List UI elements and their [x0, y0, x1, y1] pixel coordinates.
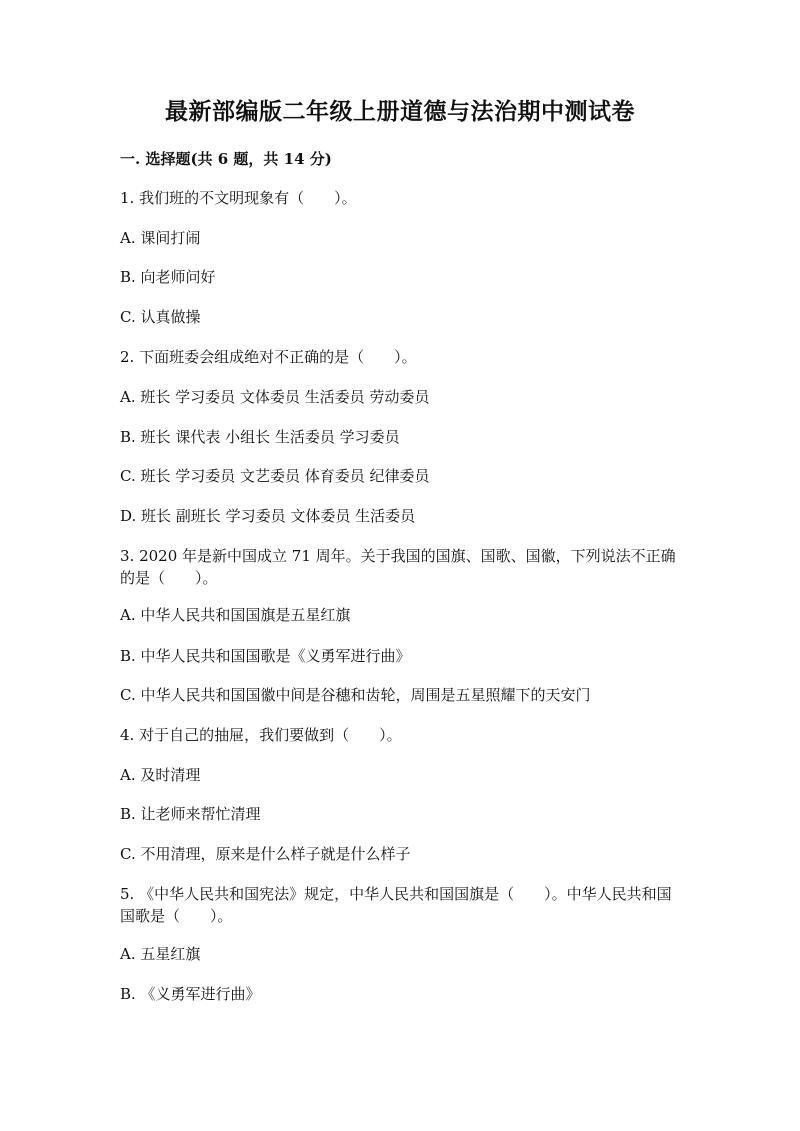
answer-option: A. 课间打闹: [120, 229, 201, 247]
answer-option: B. 中华人民共和国国歌是《义勇军进行曲》: [120, 647, 411, 665]
question-stem: 1. 我们班的不文明现象有（ ）。: [120, 189, 357, 207]
answer-option: A. 中华人民共和国国旗是五星红旗: [120, 606, 351, 624]
answer-option: C. 认真做操: [120, 308, 201, 326]
answer-option: B. 让老师来帮忙清理: [120, 805, 261, 823]
answer-option: B. 向老师问好: [120, 268, 216, 286]
answer-option: A. 及时清理: [120, 766, 201, 784]
question-stem: 3. 2020 年是新中国成立 71 周年。关于我国的国旗、国歌、国徽，下列说法不正确的是（ ）。: [120, 547, 676, 587]
document-title: 最新部编版二年级上册道德与法治期中测试卷: [165, 98, 635, 125]
answer-option: B. 《义勇军进行曲》: [120, 985, 261, 1003]
question-stem: 5. 《中华人民共和国宪法》规定，中华人民共和国国旗是（ ）。中华人民共和国国歌是（ ）。: [120, 885, 672, 925]
answer-option: C. 不用清理，原来是什么样子就是什么样子: [120, 845, 411, 863]
answer-option: B. 班长 课代表 小组长 生活委员 学习委员: [120, 428, 400, 446]
answer-option: A. 五星红旗: [120, 945, 201, 963]
section-heading: 一. 选择题(共 6 题，共 14 分): [120, 150, 332, 168]
answer-option: C. 中华人民共和国国徽中间是谷穗和齿轮，周围是五星照耀下的天安门: [120, 686, 591, 704]
answer-option: C. 班长 学习委员 文艺委员 体育委员 纪律委员: [120, 467, 430, 485]
answer-option: A. 班长 学习委员 文体委员 生活委员 劳动委员: [120, 388, 430, 406]
question-stem: 4. 对于自己的抽屉，我们要做到（ ）。: [120, 726, 402, 744]
answer-option: D. 班长 副班长 学习委员 文体委员 生活委员: [120, 507, 416, 525]
question-stem: 2. 下面班委会组成绝对不正确的是（ ）。: [120, 348, 417, 366]
